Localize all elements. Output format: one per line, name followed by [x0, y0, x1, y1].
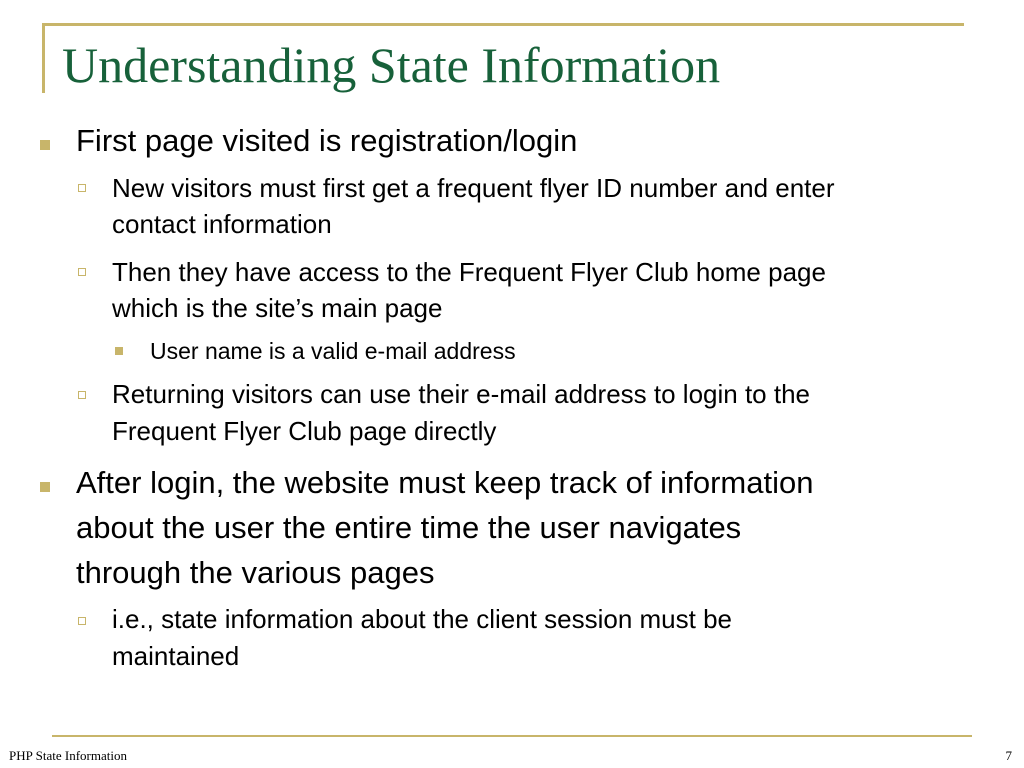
hollow-square-bullet-icon: [78, 391, 86, 399]
bullet-line: maintained: [112, 641, 240, 671]
bullet-line: Frequent Flyer Club page directly: [112, 416, 497, 446]
hollow-square-bullet-icon: [78, 617, 86, 625]
bullet-line: through the various pages: [76, 555, 435, 590]
bullet-line: New visitors must first get a frequent flyer ID number and enter: [112, 173, 835, 203]
bullet-line: First page visited is registration/login: [76, 123, 578, 158]
footer-title: PHP State Information: [9, 748, 127, 763]
square-bullet-icon: [40, 140, 50, 150]
bullet-line: contact information: [112, 209, 332, 239]
bullet-line: about the user the entire time the user navigates: [76, 510, 742, 545]
page-number: 7: [1005, 748, 1012, 763]
footer-rule: [52, 735, 972, 737]
square-bullet-icon: [115, 347, 123, 355]
square-bullet-icon: [40, 482, 50, 492]
bullet-line: Then they have access to the Frequent Flyer Club home page: [112, 257, 826, 287]
hollow-square-bullet-icon: [78, 184, 86, 192]
bullet-line: After login, the website must keep track of information: [76, 465, 814, 500]
bullet-line: i.e., state information about the client session must be: [112, 604, 733, 634]
slide-title: Understanding State Information: [62, 37, 721, 93]
bullet-line: Returning visitors can use their e-mail address to login to the: [112, 379, 811, 409]
bullet-line: which is the site’s main page: [112, 293, 443, 323]
bullet-line: User name is a valid e-mail address: [150, 338, 516, 364]
hollow-square-bullet-icon: [78, 268, 86, 276]
